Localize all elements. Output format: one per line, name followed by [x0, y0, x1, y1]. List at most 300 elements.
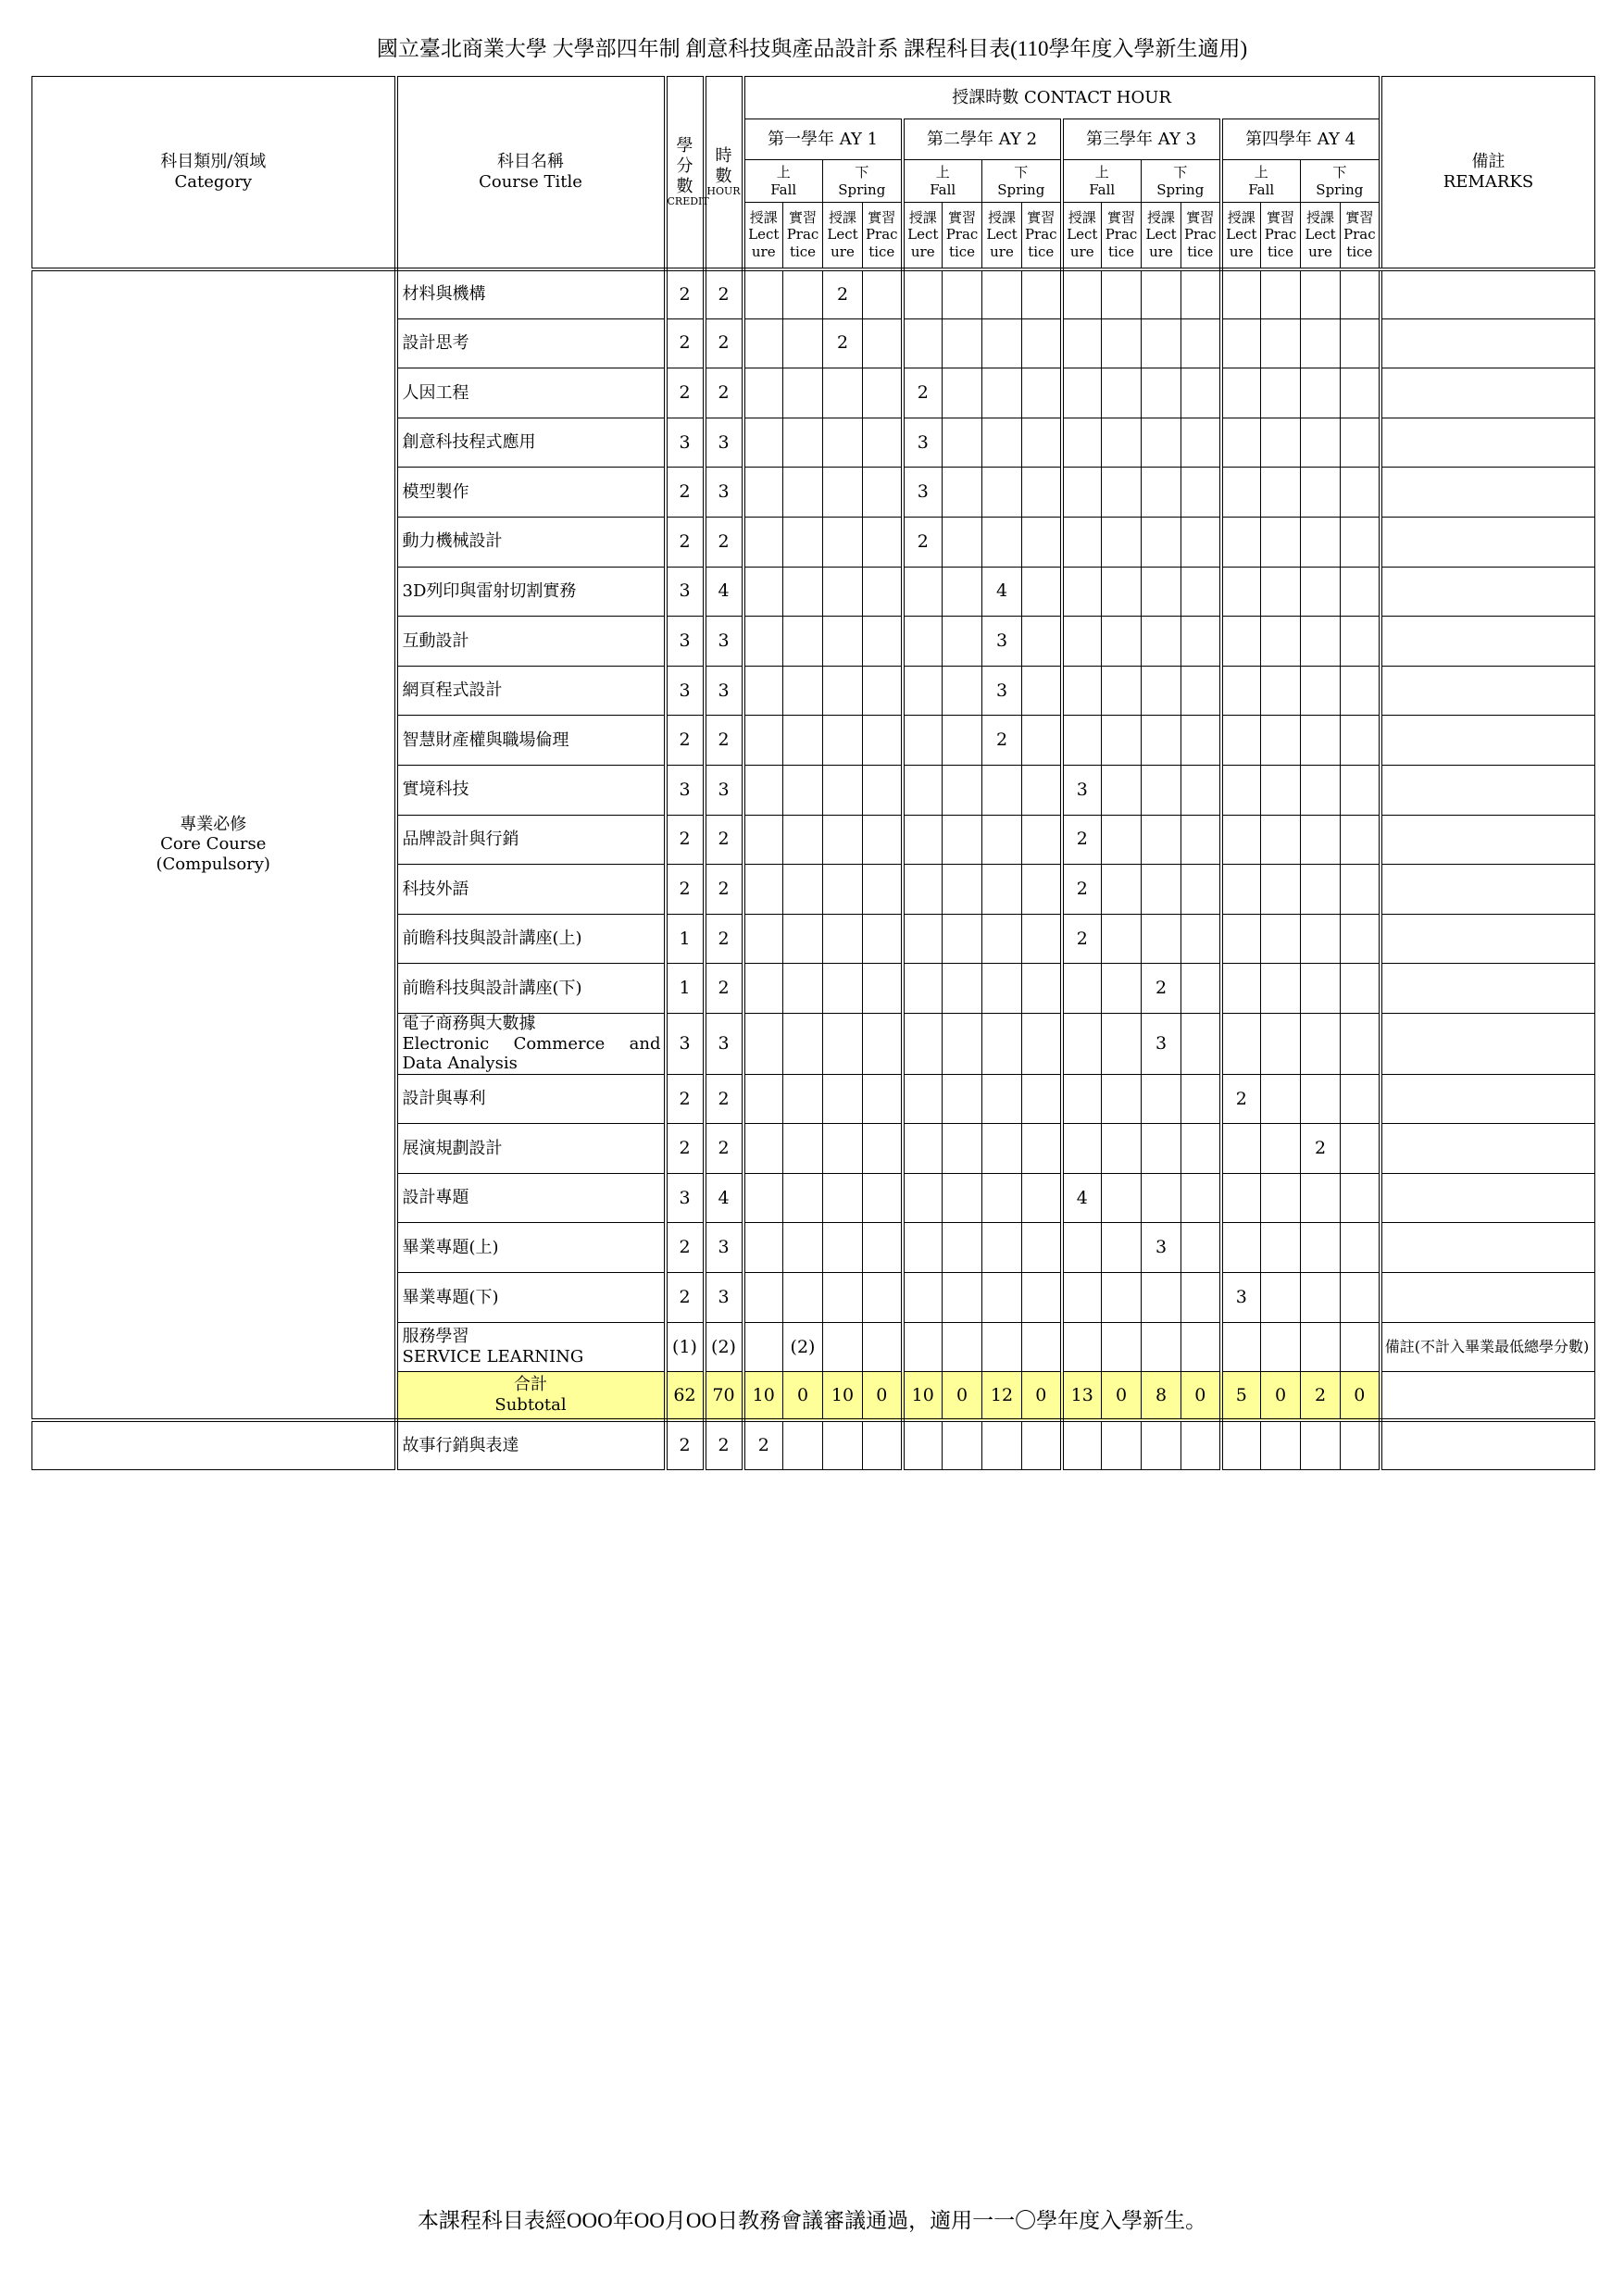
credit-cell: 2 [666, 815, 705, 865]
semester-fall-zh: 上 [1094, 163, 1109, 181]
contact-hour-cell [1341, 318, 1380, 368]
contact-hour-cell [1301, 1322, 1341, 1372]
contact-hour-cell [743, 468, 783, 518]
contact-hour-cell [1341, 368, 1380, 418]
contact-hour-cell [943, 1074, 982, 1124]
subtotal-hours-cell: 0 [863, 1372, 903, 1420]
contact-hour-cell [1142, 418, 1181, 468]
lecture-header-line: Lect [827, 226, 858, 243]
contact-hour-cell [863, 617, 903, 667]
course-name: 模型製作 [402, 481, 469, 502]
contact-hour-cell [1341, 1173, 1380, 1223]
remarks-cell [1380, 517, 1595, 567]
semester-spring-header [823, 160, 903, 203]
contact-hour-cell [1261, 666, 1301, 716]
contact-hour-cell [823, 666, 863, 716]
contact-hour-cell [1181, 1420, 1221, 1470]
credit-cell: 2 [666, 468, 705, 518]
subtotal-remarks-cell [1380, 1372, 1595, 1420]
contact-hour-cell [1301, 1420, 1341, 1470]
practice-header-line: 實習 [1266, 208, 1294, 226]
contact-hour-cell [1301, 865, 1341, 915]
semester-fall-en: Fall [930, 181, 956, 198]
contact-hour-cell [1301, 617, 1341, 667]
credit-cell: 2 [666, 865, 705, 915]
contact-hour-cell [863, 716, 903, 766]
contact-hour-cell [823, 567, 863, 617]
contact-hour-cell [1102, 269, 1142, 319]
contact-hour-cell [1022, 1173, 1062, 1223]
contact-hour-cell [783, 517, 823, 567]
contact-hour-cell [1181, 666, 1221, 716]
subtotal-hours-cell: 10 [743, 1372, 783, 1420]
contact-hour-cell [982, 1420, 1022, 1470]
contact-hour-cell [743, 914, 783, 964]
contact-hour-cell [1062, 1074, 1102, 1124]
contact-hour-cell [863, 964, 903, 1014]
contact-hour-cell [823, 617, 863, 667]
contact-hour-cell [1221, 815, 1261, 865]
category-header [32, 77, 396, 269]
contact-hour-cell [1301, 517, 1341, 567]
lecture-header-line: 授課 [1227, 208, 1255, 226]
contact-hour-cell [903, 914, 943, 964]
contact-hour-cell [1221, 468, 1261, 518]
contact-hour-cell [823, 1074, 863, 1124]
contact-hour-cell [743, 567, 783, 617]
contact-hour-cell [943, 418, 982, 468]
course-name-cell [396, 1013, 666, 1074]
contact-hour-cell [863, 815, 903, 865]
contact-hour-cell [1261, 815, 1301, 865]
contact-hour-cell [743, 1223, 783, 1273]
practice-header-line: Prac [1183, 226, 1217, 243]
contact-hour-cell [1341, 815, 1380, 865]
contact-hour-cell [1301, 914, 1341, 964]
practice-header [1102, 203, 1142, 269]
contact-hour-cell [1301, 1173, 1341, 1223]
contact-hour-cell [1221, 617, 1261, 667]
course-name-cell [396, 1322, 666, 1372]
credit-cell: 3 [666, 617, 705, 667]
credit-cell: 2 [666, 318, 705, 368]
practice-header [1261, 203, 1301, 269]
lecture-header-line: Lect [1305, 226, 1336, 243]
credit-header [666, 77, 709, 269]
credit-cell: 3 [666, 418, 705, 468]
contact-hour-cell [1301, 318, 1341, 368]
contact-hour-cell [1341, 1420, 1380, 1470]
lecture-header [1301, 203, 1341, 269]
contact-hour-cell [903, 964, 943, 1014]
contact-hour-cell [1221, 666, 1261, 716]
course-name-cell [396, 517, 666, 567]
contact-hour-cell [1022, 1322, 1062, 1372]
contact-hour-cell [743, 964, 783, 1014]
contact-hour-cell [1261, 1173, 1301, 1223]
contact-hour-cell [1341, 765, 1380, 815]
contact-hour-cell [1221, 269, 1261, 319]
practice-header-line: tice [948, 243, 976, 261]
hour-cell: 3 [705, 617, 743, 667]
course-title-header [396, 77, 666, 269]
credit-cell: 2 [666, 368, 705, 418]
contact-hour-cell [1221, 418, 1261, 468]
subtotal-hours-cell: 0 [1102, 1372, 1142, 1420]
contact-hour-cell [1022, 964, 1062, 1014]
contact-hour-cell [823, 468, 863, 518]
course-name-cell [396, 964, 666, 1014]
practice-header-line: tice [1028, 243, 1055, 261]
contact-hour-cell [1062, 468, 1102, 518]
semester-spring-en: Spring [1156, 181, 1205, 198]
contact-hour-cell: 2 [823, 318, 863, 368]
contact-hour-cell [1181, 368, 1221, 418]
practice-header-line: tice [1267, 243, 1294, 261]
hour-cell: 2 [705, 815, 743, 865]
lecture-header [743, 203, 783, 269]
credit-cell: 2 [666, 517, 705, 567]
contact-hour-cell [1221, 1124, 1261, 1174]
year-3-header: 第三學年 AY 3 [1062, 119, 1221, 160]
course-name-cell [396, 815, 666, 865]
course-name-cell [396, 269, 666, 319]
contact-hour-cell [1022, 865, 1062, 915]
contact-hour-cell [743, 765, 783, 815]
subtotal-hours-cell: 0 [1022, 1372, 1062, 1420]
contact-hour-cell [743, 865, 783, 915]
remarks-header-zh: 備註 [1471, 152, 1505, 172]
contact-hour-cell [1181, 269, 1221, 319]
contact-hour-cell [1022, 1420, 1062, 1470]
hour-cell: 2 [705, 318, 743, 368]
hour-cell: 3 [705, 765, 743, 815]
contact-hour-cell [1341, 617, 1380, 667]
contact-hour-cell [1301, 1273, 1341, 1323]
contact-hour-cell [1341, 865, 1380, 915]
lecture-header-line: Lect [1145, 226, 1177, 243]
contact-hour-cell [982, 418, 1022, 468]
contact-hour-cell [1102, 716, 1142, 766]
contact-hour-cell [1221, 865, 1261, 915]
contact-hour-cell [1102, 1420, 1142, 1470]
contact-hour-cell [1062, 1223, 1102, 1273]
contact-hour-cell [1062, 1124, 1102, 1174]
credit-cell: 3 [666, 666, 705, 716]
hour-header-char-1: 時 [715, 146, 732, 167]
contact-hour-cell [863, 1013, 903, 1074]
contact-hour-cell [743, 666, 783, 716]
lecture-header-line: 授課 [987, 208, 1016, 226]
contact-hour-cell [1102, 1173, 1142, 1223]
course-name-cell [396, 1420, 666, 1470]
course-title-header-en: Course Title [479, 171, 582, 192]
practice-header-line: tice [1187, 243, 1214, 261]
lecture-header-line: Lect [986, 226, 1018, 243]
contact-hour-cell [943, 765, 982, 815]
contact-hour-cell [982, 1273, 1022, 1323]
contact-hour-cell [823, 914, 863, 964]
contact-hour-cell [1142, 666, 1181, 716]
contact-hour-cell [1221, 567, 1261, 617]
semester-spring-zh: 下 [1014, 163, 1029, 181]
contact-hour-cell [1062, 318, 1102, 368]
course-title-header-zh: 科目名稱 [497, 152, 564, 172]
contact-hour-cell [783, 1124, 823, 1174]
contact-hour-cell [1261, 517, 1301, 567]
credit-cell: 2 [666, 716, 705, 766]
contact-hour-cell [1261, 1322, 1301, 1372]
remarks-cell: 備註(不計入畢業最低總學分數) [1380, 1322, 1595, 1372]
contact-hour-cell [1261, 368, 1301, 418]
subtotal-hours-cell: 10 [903, 1372, 943, 1420]
lecture-header-line: 授課 [749, 208, 778, 226]
semester-fall-zh: 上 [935, 163, 950, 181]
contact-hour-cell [863, 1173, 903, 1223]
contact-hour-cell [1062, 1273, 1102, 1323]
contact-hour-cell [982, 517, 1022, 567]
credit-cell: 3 [666, 1013, 705, 1074]
course-name-cell [396, 617, 666, 667]
header-row-1 [32, 77, 1595, 119]
lecture-header-line: 授課 [1068, 208, 1096, 226]
contact-hour-cell [1181, 765, 1221, 815]
contact-hour-cell [1341, 666, 1380, 716]
course-name-cell [396, 1173, 666, 1223]
contact-hour-cell [943, 1173, 982, 1223]
contact-hour-cell [783, 765, 823, 815]
course-name-cell [396, 765, 666, 815]
semester-spring-header [1142, 160, 1221, 203]
course-name: 網頁程式設計 [402, 680, 503, 701]
contact-hour-cell [943, 468, 982, 518]
contact-hour-cell [1062, 1322, 1102, 1372]
contact-hour-cell [1102, 1322, 1142, 1372]
contact-hour-cell [1181, 318, 1221, 368]
contact-hour-cell [1102, 914, 1142, 964]
credit-header-en: CREDIT [667, 195, 709, 208]
lecture-header-line: 授課 [1146, 208, 1175, 226]
lecture-header-line: ure [1069, 243, 1094, 261]
lecture-header-line: 授課 [1305, 208, 1334, 226]
course-name: 品牌設計與行銷 [402, 830, 519, 850]
contact-hour-cell [903, 1074, 943, 1124]
contact-hour-cell [1142, 1322, 1181, 1372]
contact-hour-cell [943, 1013, 982, 1074]
contact-hour-cell [1341, 1124, 1380, 1174]
lecture-header-line: 授課 [908, 208, 937, 226]
contact-hour-cell [943, 815, 982, 865]
contact-hour-cell [1341, 1074, 1380, 1124]
remarks-cell [1380, 368, 1595, 418]
contact-hour-cell [1341, 1322, 1380, 1372]
lecture-header [1142, 203, 1181, 269]
contact-hour-cell [1062, 964, 1102, 1014]
contact-hour-cell [823, 765, 863, 815]
subtotal-hours-cell: 0 [943, 1372, 982, 1420]
contact-hour-cell [1142, 517, 1181, 567]
credit-header-char-3: 數 [676, 176, 693, 196]
contact-hour-cell [943, 567, 982, 617]
remarks-cell [1380, 1074, 1595, 1124]
course-name: 展演規劃設計 [402, 1138, 503, 1158]
contact-hour-cell [982, 1013, 1022, 1074]
contact-hour-cell [743, 269, 783, 319]
category-next-cell [32, 1420, 396, 1470]
contact-hour-cell [1261, 964, 1301, 1014]
practice-header [1022, 203, 1062, 269]
contact-hour-cell [943, 1420, 982, 1470]
contact-hour-cell [863, 517, 903, 567]
contact-hour-cell [1341, 517, 1380, 567]
contact-hour-cell [1301, 716, 1341, 766]
contact-hour-cell [1022, 617, 1062, 667]
contact-hour-cell [823, 1322, 863, 1372]
contact-hour-cell [1102, 765, 1142, 815]
course-name: 前瞻科技與設計講座(上) [402, 929, 582, 949]
remarks-cell [1380, 716, 1595, 766]
contact-hour-cell [1142, 368, 1181, 418]
contact-hour-cell [863, 666, 903, 716]
contact-hour-cell [943, 1322, 982, 1372]
credit-cell: 3 [666, 1173, 705, 1223]
contact-hour-cell [982, 914, 1022, 964]
semester-spring-en: Spring [1316, 181, 1364, 198]
course-name: 設計專題 [402, 1188, 469, 1208]
contact-hour-cell [1261, 1013, 1301, 1074]
course-table-wrapper [31, 76, 1594, 2163]
hour-header-char-2: 數 [715, 166, 732, 186]
contact-hour-cell [982, 1322, 1022, 1372]
contact-hour-cell [743, 1013, 783, 1074]
course-name-cell [396, 1074, 666, 1124]
contact-hour-cell [863, 318, 903, 368]
course-name-cell [396, 1273, 666, 1323]
semester-spring-en: Spring [838, 181, 886, 198]
contact-hour-cell [1142, 1173, 1181, 1223]
contact-hour-header: 授課時數 CONTACT HOUR [743, 77, 1380, 119]
contact-hour-cell [943, 368, 982, 418]
contact-hour-cell [1261, 1223, 1301, 1273]
contact-hour-cell [943, 1273, 982, 1323]
credit-cell: 1 [666, 964, 705, 1014]
hour-cell: 2 [705, 865, 743, 915]
subtotal-hours-cell: 12 [982, 1372, 1022, 1420]
contact-hour-cell [1102, 368, 1142, 418]
contact-hour-cell [1221, 368, 1261, 418]
contact-hour-cell [1221, 914, 1261, 964]
contact-hour-cell [903, 318, 943, 368]
contact-hour-cell [783, 716, 823, 766]
contact-hour-cell [783, 368, 823, 418]
contact-hour-cell [863, 468, 903, 518]
contact-hour-cell [1221, 1013, 1261, 1074]
contact-hour-cell [1102, 1074, 1142, 1124]
practice-header-line: 實習 [868, 208, 896, 226]
semester-fall-en: Fall [1248, 181, 1275, 198]
contact-hour-cell: 2 [1301, 1124, 1341, 1174]
subtotal-hours-cell: 2 [1301, 1372, 1341, 1420]
contact-hour-cell [1341, 914, 1380, 964]
practice-header [1181, 203, 1221, 269]
contact-hour-cell [1181, 716, 1221, 766]
contact-hour-cell [743, 1173, 783, 1223]
contact-hour-cell [863, 1124, 903, 1174]
hour-cell: 2 [705, 368, 743, 418]
lecture-header [823, 203, 863, 269]
remarks-cell [1380, 666, 1595, 716]
contact-hour-cell [1221, 716, 1261, 766]
practice-header-line: Prac [786, 226, 819, 243]
contact-hour-cell [823, 517, 863, 567]
lecture-header [982, 203, 1022, 269]
contact-hour-cell [1181, 914, 1221, 964]
remarks-cell [1380, 1013, 1595, 1074]
course-name: 故事行銷與表達 [402, 1435, 519, 1455]
lecture-header-line: ure [751, 243, 776, 261]
semester-fall-zh: 上 [1254, 163, 1268, 181]
contact-hour-cell [1261, 914, 1301, 964]
contact-hour-cell [863, 1273, 903, 1323]
practice-header [1341, 203, 1380, 269]
hour-header-en: HOUR [706, 185, 741, 198]
course-name: 電子商務與大數據 [402, 1013, 536, 1033]
remarks-cell [1380, 269, 1595, 319]
hour-cell: 4 [705, 567, 743, 617]
contact-hour-cell: 3 [1142, 1223, 1181, 1273]
contact-hour-cell [982, 765, 1022, 815]
contact-hour-cell: 3 [982, 617, 1022, 667]
contact-hour-cell [1181, 1173, 1221, 1223]
practice-header-line: 實習 [1345, 208, 1374, 226]
contact-hour-cell [982, 468, 1022, 518]
contact-hour-cell [783, 1420, 823, 1470]
contact-hour-cell [943, 914, 982, 964]
hour-cell: 2 [705, 517, 743, 567]
course-name: 科技外語 [402, 879, 469, 899]
remarks-cell [1380, 418, 1595, 468]
contact-hour-cell [823, 815, 863, 865]
practice-header [783, 203, 823, 269]
contact-hour-cell [1301, 567, 1341, 617]
subtotal-label-zh: 合計 [514, 1375, 547, 1395]
contact-hour-cell [1221, 1322, 1261, 1372]
course-name: 智慧財產權與職場倫理 [402, 730, 569, 750]
contact-hour-cell [863, 418, 903, 468]
contact-hour-cell [823, 1013, 863, 1074]
hour-cell: 2 [705, 269, 743, 319]
contact-hour-cell [823, 964, 863, 1014]
year-4-header: 第四學年 AY 4 [1221, 119, 1380, 160]
contact-hour-cell [743, 1322, 783, 1372]
contact-hour-cell [982, 318, 1022, 368]
course-row [32, 1420, 1595, 1470]
contact-hour-cell [863, 567, 903, 617]
category-core-line: 專業必修 [180, 814, 247, 834]
remarks-cell [1380, 1273, 1595, 1323]
contact-hour-cell [1181, 1223, 1221, 1273]
contact-hour-cell [982, 1223, 1022, 1273]
contact-hour-cell [1142, 914, 1181, 964]
practice-header-line: tice [1346, 243, 1373, 261]
contact-hour-cell [1022, 1273, 1062, 1323]
contact-hour-cell [903, 269, 943, 319]
contact-hour-cell [943, 1223, 982, 1273]
practice-header-line: 實習 [1106, 208, 1135, 226]
contact-hour-cell [863, 865, 903, 915]
contact-hour-cell [1022, 1074, 1062, 1124]
contact-hour-cell [1341, 716, 1380, 766]
